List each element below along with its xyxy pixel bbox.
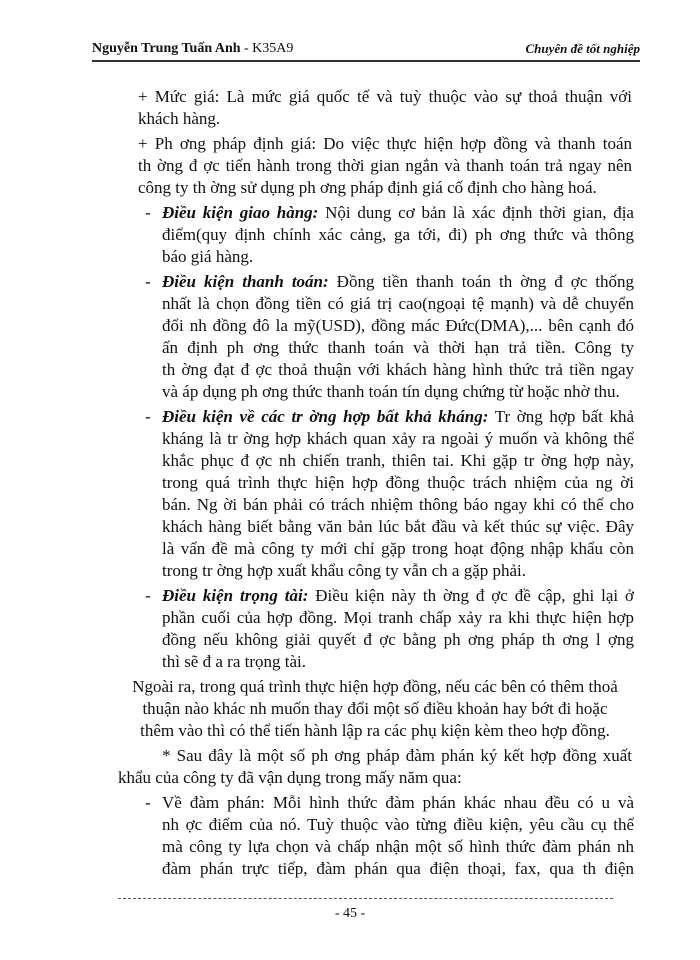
text-line: ấn định ph ơng thức thanh toán và thời hạn trả tiền. Công ty [162,338,634,357]
bullet-dash: - [145,203,151,222]
text-line: trong quá trình thực hiện hợp đồng thuộc trách nhiệm của ng ời [162,473,634,492]
paragraph-negotiation-intro [118,745,632,789]
bullet-term: Điều kiện về các tr ờng hợp bất khả kháng: [162,407,489,426]
text-line: nhất là chọn đồng tiền có giá trị cao(ngoại tệ mạnh) và dễ chuyển [162,294,634,313]
text-line: thêm vào thì có thể tiến hành lập ra các phụ kiện kèm theo hợp đồng. [140,721,610,740]
bullet-text: Đồng tiền thanh toán th ờng đ ợc thống [328,272,634,291]
bullet-text: Tr ờng hợp bất khả [488,407,634,426]
bullet-item [145,406,634,582]
bullet-text: Nội dung cơ bản là xác định thời gian, địa [318,203,634,222]
text-line: đồng nếu không giải quyết đ ợc bằng ph ơng pháp th ơng l ợng [162,630,634,649]
text-line: điểm(quy định chính xác cảng, ga tới, đi) ph ơng thức và thông [162,225,634,244]
text-line: khách hàng. [138,109,221,128]
bullet-dash: - [145,586,151,605]
text-line: + Ph ơng pháp định giá: Do việc thực hiện hợp đồng và thanh toán [138,134,632,153]
text-line: báo giá hàng. [162,247,254,266]
bullet-item [145,271,634,403]
text-line: thì sẽ đ a ra trọng tài. [162,652,306,671]
bullet-term: Điều kiện thanh toán: [162,272,329,291]
text-line: nh ợc điểm của nó. Tuỳ thuộc vào từng điều kiện, yêu cầu cụ thể [162,815,634,834]
text-line: th ờng đ ợc tiến hành trong thời gian ngắn và thanh toán trả ngay nên [138,156,632,175]
paragraph-pricing-method [138,133,632,199]
page-header [92,40,640,62]
page-body [0,86,700,883]
paragraph-other [118,676,632,742]
text-line: Về đàm phán: Mỗi hình thức đàm phán khác nhau đều có u và [162,793,634,812]
text-line: * Sau đây là một số ph ơng pháp đàm phán ký kết hợp đồng xuất [162,746,632,765]
text-line [162,202,634,224]
bullet-dash: - [145,272,151,291]
page-number: - 45 - [334,906,366,921]
header-author [92,41,293,57]
header-title: Chuyên đề tốt nghiệp [525,41,640,56]
text-line: đổi nh đồng đô la mỹ(USD), đồng mác Đức(DMA),... bên cạnh đó [162,316,634,335]
bullet-item [145,202,634,268]
text-line: thuận nào khác nh muốn thay đổi một số điều khoản hay bớt đi hoặc [142,699,608,718]
text-line: khách hàng biết bằng văn bản lúc bắt đầu và kết thúc sự việc. Đây [162,517,634,536]
text-line: kháng là tr ờng hợp khách quan xảy ra ngoài ý muốn và không thể [162,429,634,448]
text-line: Ngoài ra, trong quá trình thực hiện hợp đồng, nếu các bên có thêm thoả [132,677,618,696]
bullet-text: Điều kiện này th ờng đ ợc đề cập, ghi lại ở [308,586,634,605]
text-line: công ty th ờng sử dụng ph ơng pháp định giá cố định cho hàng hoá. [138,178,597,197]
text-line: + Mức giá: Là mức giá quốc tế và tuỳ thuộc vào sự thoả thuận với [138,87,632,106]
text-line [162,271,634,293]
bullet-term: Điều kiện giao hàng: [162,203,319,222]
footer-divider [118,898,613,899]
text-line: bán. Ng ời bán phải có trách nhiệm thông báo ngay khi có thể cho [162,495,634,514]
bullet-dash: - [145,407,151,426]
text-line: và áp dụng ph ơng thức thanh toán tín dụng chứng từ hoặc nhờ thu. [162,382,620,401]
bullet-list [0,202,700,673]
bullet-dash: - [145,793,151,812]
text-line: trong tr ờng hợp xuất khẩu công ty vẫn ch a gặp phải. [162,561,527,580]
text-line: khắc phục đ ợc nh chiến tranh, thiên tai. Khi gặp tr ờng hợp này, [162,451,634,470]
text-line: khẩu của công ty đã vận dụng trong mấy năm qua: [118,768,462,787]
author-class: - K35A9 [240,41,294,56]
text-line: th ờng đạt đ ợc thoả thuận với khách hàng hình thức trả tiền ngay [162,360,634,379]
bullet-negotiation [145,792,634,880]
text-line: mà công ty lựa chọn và chấp nhận một số hình thức đàm phán nh [162,837,634,856]
text-line: phần cuối của hợp đồng. Mọi tranh chấp xảy ra khi thực hiện hợp [162,608,634,627]
text-line: đàm phán trực tiếp, đàm phán qua điện thoại, fax, qua th điện [162,859,634,878]
bullet-term: Điều kiện trọng tài: [162,586,309,605]
author-name: Nguyễn Trung Tuấn Anh [92,41,241,56]
paragraph-price [138,86,632,130]
bullet-item [145,585,634,673]
text-line: là vấn đề mà công ty mới chỉ gặp trong hoạt động nhập khẩu còn [162,539,634,558]
text-line [162,406,634,428]
text-line [162,585,634,607]
